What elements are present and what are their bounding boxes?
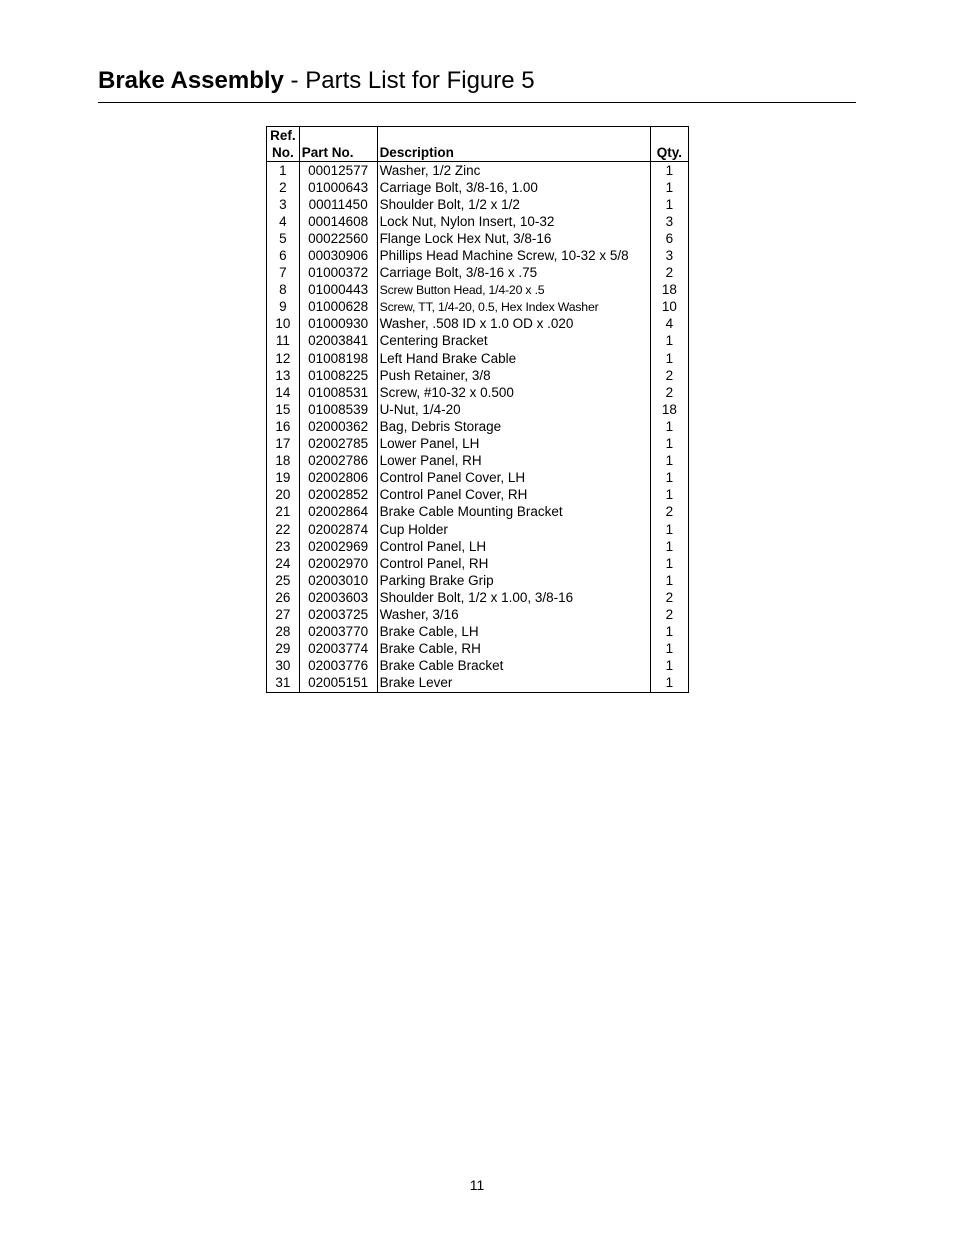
qty-cell: 1 <box>650 350 688 367</box>
part-number-cell: 02003010 <box>299 572 377 589</box>
ref-cell: 3 <box>267 196 300 213</box>
page-title <box>98 66 856 96</box>
qty-cell: 1 <box>650 641 688 658</box>
ref-cell: 15 <box>267 401 300 418</box>
table-row <box>267 470 689 487</box>
description-cell: Brake Cable, RH <box>377 641 650 658</box>
ref-cell: 4 <box>267 213 300 230</box>
description-cell: Washer, 1/2 Zinc <box>377 162 650 180</box>
part-number-cell: 02003774 <box>299 641 377 658</box>
part-number-cell: 01000372 <box>299 265 377 282</box>
qty-cell: 1 <box>650 162 688 180</box>
description-cell: Lower Panel, LH <box>377 436 650 453</box>
table-row <box>267 247 689 264</box>
ref-cell: 13 <box>267 367 300 384</box>
qty-cell: 2 <box>650 606 688 623</box>
qty-cell: 2 <box>650 384 688 401</box>
table-row <box>267 179 689 196</box>
parts-table-header <box>267 127 689 162</box>
table-row <box>267 572 689 589</box>
table-row <box>267 333 689 350</box>
qty-cell: 10 <box>650 299 688 316</box>
part-number-cell: 02002970 <box>299 555 377 572</box>
table-row <box>267 162 689 180</box>
ref-cell: 5 <box>267 230 300 247</box>
description-cell: Screw Button Head, 1/4-20 x .5 <box>377 282 650 299</box>
qty-cell: 1 <box>650 436 688 453</box>
ref-cell: 14 <box>267 384 300 401</box>
part-number-cell: 01008225 <box>299 367 377 384</box>
ref-cell: 2 <box>267 179 300 196</box>
table-row <box>267 521 689 538</box>
ref-cell: 7 <box>267 265 300 282</box>
description-cell: Brake Cable Mounting Bracket <box>377 504 650 521</box>
table-row <box>267 230 689 247</box>
part-number-cell: 02000362 <box>299 418 377 435</box>
description-cell: Brake Lever <box>377 675 650 693</box>
part-number-cell: 01008198 <box>299 350 377 367</box>
description-cell: Control Panel, LH <box>377 538 650 555</box>
description-cell: Washer, 3/16 <box>377 606 650 623</box>
description-cell: Screw, #10-32 x 0.500 <box>377 384 650 401</box>
description-cell: Parking Brake Grip <box>377 572 650 589</box>
qty-cell: 4 <box>650 316 688 333</box>
part-number-cell: 02003841 <box>299 333 377 350</box>
part-number-cell: 00022560 <box>299 230 377 247</box>
ref-cell: 29 <box>267 641 300 658</box>
part-number-cell: 02003776 <box>299 658 377 675</box>
table-row <box>267 367 689 384</box>
ref-cell: 21 <box>267 504 300 521</box>
description-cell: Control Panel, RH <box>377 555 650 572</box>
page-title-bold: Brake Assembly <box>98 67 284 94</box>
ref-cell: 1 <box>267 162 300 180</box>
description-cell: Washer, .508 ID x 1.0 OD x .020 <box>377 316 650 333</box>
description-cell: U-Nut, 1/4-20 <box>377 401 650 418</box>
qty-cell: 1 <box>650 196 688 213</box>
description-cell: Bag, Debris Storage <box>377 418 650 435</box>
col-header-qty: Qty. <box>650 127 688 162</box>
table-row <box>267 624 689 641</box>
qty-cell: 18 <box>650 282 688 299</box>
ref-cell: 19 <box>267 470 300 487</box>
col-header-ref-line1: Ref. <box>270 128 296 143</box>
ref-cell: 17 <box>267 436 300 453</box>
part-number-cell: 01000443 <box>299 282 377 299</box>
ref-cell: 20 <box>267 487 300 504</box>
table-row <box>267 589 689 606</box>
part-number-cell: 02002786 <box>299 453 377 470</box>
part-number-cell: 00012577 <box>299 162 377 180</box>
part-number-cell: 02003603 <box>299 589 377 606</box>
table-row <box>267 401 689 418</box>
description-cell: Screw, TT, 1/4-20, 0.5, Hex Index Washer <box>377 299 650 316</box>
ref-cell: 9 <box>267 299 300 316</box>
ref-cell: 10 <box>267 316 300 333</box>
qty-cell: 2 <box>650 265 688 282</box>
qty-cell: 1 <box>650 624 688 641</box>
table-row <box>267 316 689 333</box>
ref-cell: 8 <box>267 282 300 299</box>
table-row <box>267 641 689 658</box>
table-row <box>267 675 689 693</box>
qty-cell: 1 <box>650 333 688 350</box>
table-row <box>267 196 689 213</box>
ref-cell: 22 <box>267 521 300 538</box>
qty-cell: 1 <box>650 418 688 435</box>
table-row <box>267 453 689 470</box>
page-title-rest: - Parts List for Figure 5 <box>283 67 535 94</box>
ref-cell: 12 <box>267 350 300 367</box>
part-number-cell: 02002864 <box>299 504 377 521</box>
qty-cell: 1 <box>650 572 688 589</box>
qty-cell: 1 <box>650 453 688 470</box>
ref-cell: 28 <box>267 624 300 641</box>
description-cell: Control Panel Cover, LH <box>377 470 650 487</box>
qty-cell: 1 <box>650 521 688 538</box>
part-number-cell: 01000643 <box>299 179 377 196</box>
part-number-cell: 02003725 <box>299 606 377 623</box>
description-cell: Left Hand Brake Cable <box>377 350 650 367</box>
col-header-part-no: Part No. <box>299 127 377 162</box>
table-row <box>267 538 689 555</box>
ref-cell: 31 <box>267 675 300 693</box>
qty-cell: 1 <box>650 179 688 196</box>
table-row <box>267 436 689 453</box>
description-cell: Centering Bracket <box>377 333 650 350</box>
description-cell: Control Panel Cover, RH <box>377 487 650 504</box>
table-row <box>267 658 689 675</box>
qty-cell: 3 <box>650 213 688 230</box>
part-number-cell: 01000930 <box>299 316 377 333</box>
description-cell: Carriage Bolt, 3/8-16, 1.00 <box>377 179 650 196</box>
part-number-cell: 02003770 <box>299 624 377 641</box>
description-cell: Flange Lock Hex Nut, 3/8-16 <box>377 230 650 247</box>
table-row <box>267 350 689 367</box>
page-number: 11 <box>469 1177 485 1193</box>
description-cell: Push Retainer, 3/8 <box>377 367 650 384</box>
qty-cell: 2 <box>650 504 688 521</box>
description-cell: Carriage Bolt, 3/8-16 x .75 <box>377 265 650 282</box>
table-row <box>267 606 689 623</box>
part-number-cell: 02002852 <box>299 487 377 504</box>
table-row <box>267 299 689 316</box>
description-cell: Cup Holder <box>377 521 650 538</box>
table-row <box>267 384 689 401</box>
ref-cell: 25 <box>267 572 300 589</box>
part-number-cell: 00030906 <box>299 247 377 264</box>
table-row <box>267 282 689 299</box>
ref-cell: 16 <box>267 418 300 435</box>
ref-cell: 6 <box>267 247 300 264</box>
ref-cell: 26 <box>267 589 300 606</box>
description-cell: Lower Panel, RH <box>377 453 650 470</box>
part-number-cell: 01000628 <box>299 299 377 316</box>
qty-cell: 3 <box>650 247 688 264</box>
part-number-cell: 02002785 <box>299 436 377 453</box>
part-number-cell: 01008531 <box>299 384 377 401</box>
ref-cell: 18 <box>267 453 300 470</box>
description-cell: Shoulder Bolt, 1/2 x 1.00, 3/8-16 <box>377 589 650 606</box>
header-row <box>267 127 689 162</box>
qty-cell: 1 <box>650 675 688 693</box>
table-row <box>267 418 689 435</box>
qty-cell: 18 <box>650 401 688 418</box>
part-number-cell: 02002874 <box>299 521 377 538</box>
description-cell: Brake Cable Bracket <box>377 658 650 675</box>
qty-cell: 1 <box>650 487 688 504</box>
part-number-cell: 00014608 <box>299 213 377 230</box>
part-number-cell: 02005151 <box>299 675 377 693</box>
qty-cell: 1 <box>650 538 688 555</box>
table-row <box>267 487 689 504</box>
part-number-cell: 00011450 <box>299 196 377 213</box>
table-row <box>267 265 689 282</box>
qty-cell: 6 <box>650 230 688 247</box>
ref-cell: 24 <box>267 555 300 572</box>
part-number-cell: 02002806 <box>299 470 377 487</box>
table-row <box>267 213 689 230</box>
qty-cell: 2 <box>650 589 688 606</box>
ref-cell: 30 <box>267 658 300 675</box>
ref-cell: 27 <box>267 606 300 623</box>
qty-cell: 1 <box>650 555 688 572</box>
table-row <box>267 555 689 572</box>
col-header-description: Description <box>377 127 650 162</box>
part-number-cell: 02002969 <box>299 538 377 555</box>
description-cell: Lock Nut, Nylon Insert, 10-32 <box>377 213 650 230</box>
description-cell: Shoulder Bolt, 1/2 x 1/2 <box>377 196 650 213</box>
qty-cell: 1 <box>650 658 688 675</box>
parts-table-body <box>267 162 689 693</box>
col-header-ref-no <box>267 127 300 162</box>
page-header <box>98 66 856 103</box>
table-row <box>267 504 689 521</box>
qty-cell: 1 <box>650 470 688 487</box>
description-cell: Brake Cable, LH <box>377 624 650 641</box>
qty-cell: 2 <box>650 367 688 384</box>
col-header-ref-line2: No. <box>272 145 294 160</box>
parts-table <box>266 126 689 693</box>
ref-cell: 11 <box>267 333 300 350</box>
ref-cell: 23 <box>267 538 300 555</box>
part-number-cell: 01008539 <box>299 401 377 418</box>
description-cell: Phillips Head Machine Screw, 10-32 x 5/8 <box>377 247 650 264</box>
